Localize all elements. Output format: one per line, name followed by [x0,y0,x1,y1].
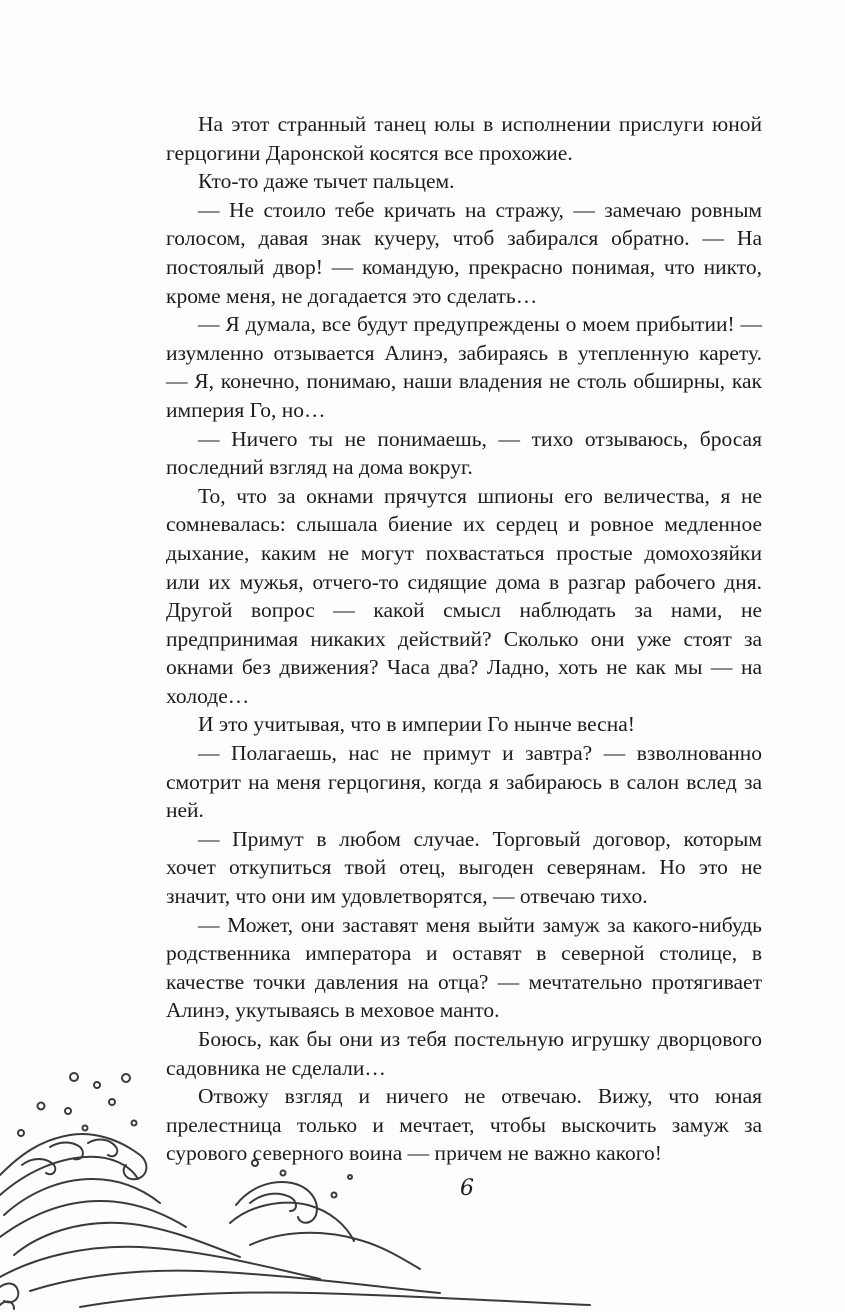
paragraph: Кто-то даже тычет пальцем. [198,169,455,194]
page-number: 6 [460,1176,474,1201]
ocean-wave-ornament-icon [0,1055,600,1312]
paragraph: — Я думала, все будут предупреждены о моем прибытии! — изумленно отзывается Алинэ, забираясь в утепленную карету. — Я, конечно, понимаю, наши владения не столь обширны, как империя Го, но… [166,312,762,422]
wave-left-curls [0,1284,18,1309]
paragraph: — Может, они заставят меня выйти замуж за какого-нибудь родственника императора и оставят в северной столице, в качестве точки давления на отца? — мечтательно протягивает Алинэ, укутываясь в меховое манто. [166,912,762,1023]
paragraph: — Не стоило тебе кричать на стражу, — замечаю ровным голосом, давая знак кучеру, чтоб забирался обратно. — На постоялый двор! — командую, прекрасно понимая, что никто, кроме меня, не догадается это сделать… [166,197,762,308]
paragraph: — Полагаешь, нас не примут и завтра? — взволнованно смотрит на меня герцогиня, когда я забираюсь в салон вслед за ней. [166,741,762,823]
paragraph: — Примут в любом случае. Торговый договор, которым хочет откупиться твой отец, выгоден северянам. Но это не значит, что они им удовлетворятся, — отвечаю тихо. [166,826,762,909]
paragraph: Отвожу взгляд и ничего не отвечаю. Вижу, что юная прелестница только и мечтает, чтобы выскочить замуж за сурового северного воина — причем не важно какого! [166,1084,762,1166]
paragraph: И это учитывая, что в империи Го нынче весна! [198,712,635,737]
wave-crest [0,1134,590,1307]
body-text [166,110,762,1168]
paragraph: На этот странный танец юлы в исполнении прислуги юной герцогини Даронской косятся все прохожие. [166,112,762,165]
paragraph: То, что за окнами прячутся шпионы его величества, я не сомневалась: слышала биение их сердец и ровное медленное дыхание, каким не могут похвастаться простые домохозяйки или их мужья, отчего-то сидящие дома в разгар рабочего дня. Другой вопрос — какой смысл наблюдать за нами, не предпринимая никаких действий? Сколько они уже стоят за окнами без движения? Часа два? Ладно, хоть не как мы — на холоде… [166,483,762,708]
wave-secondary-crest [230,1182,420,1269]
paragraph: Боюсь, как бы они из тебя постельную игрушку дворцового садовника не сделали… [166,1027,762,1080]
paragraph: — Ничего ты не понимаешь, — тихо отзываюсь, бросая последний взгляд на дома вокруг. [166,426,762,480]
